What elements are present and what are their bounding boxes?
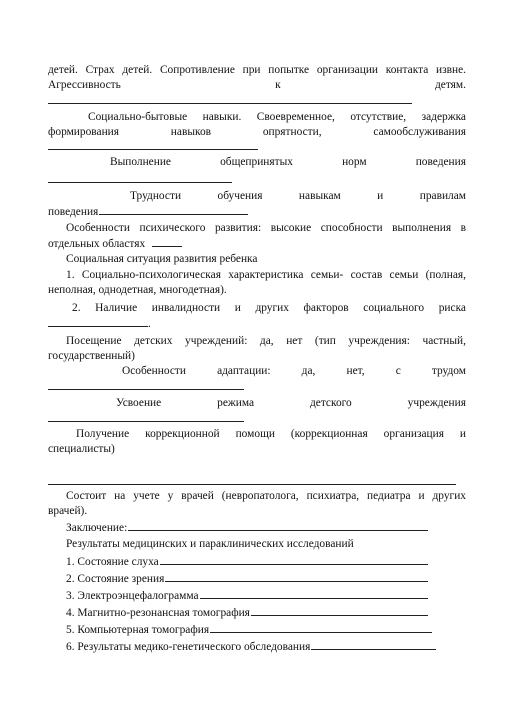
item-label: 5. Компьютерная томография <box>66 624 210 636</box>
list-item <box>66 622 432 637</box>
text-line: неполная, однодетная, многодетная). <box>48 284 227 296</box>
blank-line <box>48 149 258 150</box>
text-line <box>66 520 428 535</box>
text-line: Усвоение режима детского учреждения <box>116 397 466 409</box>
list-item <box>66 571 428 586</box>
blank-field[interactable] <box>251 605 428 616</box>
section-heading: Результаты медицинских и параклинических исследований <box>66 538 354 550</box>
blank-field[interactable] <box>160 554 428 565</box>
text-line: формирования навыков опрятности, самообслуживания <box>48 126 466 138</box>
blank-field[interactable] <box>165 571 428 582</box>
text-line <box>48 204 248 219</box>
list-item <box>66 554 428 569</box>
text-line: специалисты) <box>48 443 115 455</box>
blank-field[interactable] <box>311 639 436 650</box>
behavior-label: поведения <box>48 206 99 218</box>
text-line <box>48 316 466 331</box>
conclusion-label: Заключение: <box>66 522 128 534</box>
item-label: 2. Состояние зрения <box>66 573 165 585</box>
item-label: 3. Электроэнцефалограмма <box>66 590 199 602</box>
blank-line <box>48 421 244 422</box>
list-item <box>66 588 428 603</box>
blank-line <box>48 389 244 390</box>
aggression-label: Агрессивность <box>48 79 121 91</box>
list-item <box>66 605 428 620</box>
section-heading: Социальная ситуация развития ребенка <box>66 253 258 265</box>
text-line: 1. Социально-психологическая характеристика семьи- состав семьи (полная, <box>66 269 466 281</box>
blank-field[interactable] <box>210 622 432 633</box>
text-line: 2. Наличие инвалидности и других факторов социального риска <box>72 302 466 314</box>
blank-field[interactable] <box>200 588 428 599</box>
period: . <box>148 318 151 330</box>
text-line: Трудности обучения навыкам и правилам <box>130 190 466 202</box>
text-line: государственный) <box>48 350 135 362</box>
children-label: детям. <box>435 79 466 91</box>
text-line <box>48 63 466 77</box>
text-line <box>48 78 466 92</box>
text-line: Получение коррекционной помощи (коррекционная организация и <box>76 428 466 440</box>
text-line: Социально-бытовые навыки. Своевременное, отсутствие, задержка <box>88 111 466 123</box>
item-label: 6. Результаты медико-генетического обследования <box>66 641 311 653</box>
text-line <box>48 236 466 251</box>
blank-field[interactable] <box>152 236 182 247</box>
item-label: 1. Состояние слуха <box>66 556 159 568</box>
list-item <box>66 639 436 654</box>
words: детей. Страх детей. Сопротивление при попытке организации контакта извне. <box>48 64 466 76</box>
blank-line <box>48 182 232 183</box>
text-line: Особенности адаптации: да, нет, с трудом <box>122 365 466 377</box>
text-line: врачей). <box>48 505 88 517</box>
text-line: Посещение детских учреждений: да, нет (тип учреждения: частный, <box>66 335 466 347</box>
text-line: Выполнение общепринятых норм поведения <box>110 156 466 168</box>
preposition: к <box>275 79 281 91</box>
blank-line <box>48 484 456 485</box>
blank-field[interactable] <box>128 520 428 531</box>
text-line: Особенности психического развития: высокие способности выполнения в <box>66 222 466 234</box>
blank-field[interactable] <box>99 204 248 215</box>
areas-label: отдельных областях <box>48 238 146 250</box>
blank-line <box>48 103 412 104</box>
item-label: 4. Магнитно-резонансная томография <box>66 607 250 619</box>
text-line: Состоит на учете у врачей (невропатолога, психиатра, педиатра и других <box>66 490 466 502</box>
blank-field[interactable] <box>48 316 148 327</box>
